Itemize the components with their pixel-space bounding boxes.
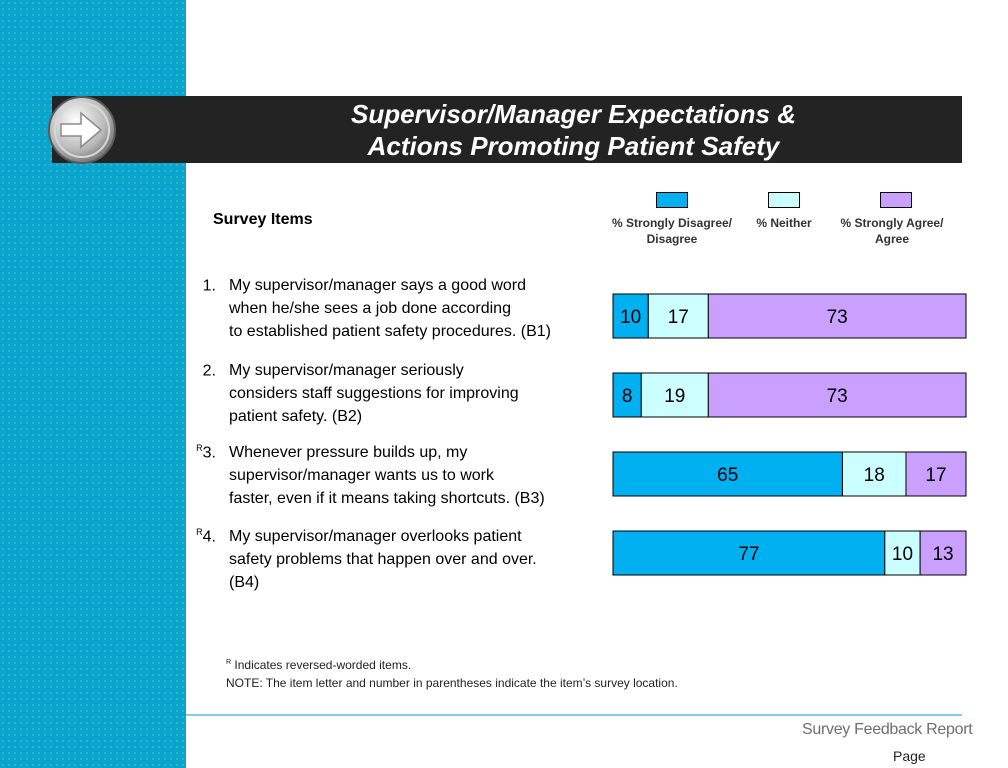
data-label-item-4-series-1: 77 — [738, 544, 760, 565]
data-label-item-3-series-1: 65 — [717, 465, 739, 486]
title-line-2: Actions Promoting Patient Safety — [367, 130, 780, 161]
item-number-2: 2. — [202, 362, 216, 380]
item-1-line-3: to established patient safety procedures. (B1) — [229, 323, 551, 340]
item-number-4: $^R$4. — [196, 527, 216, 546]
legend-label-neither: % Neither — [756, 216, 812, 230]
data-label-item-1-series-1: 10 — [620, 307, 642, 328]
legend-label-agree: % Strongly Agree/ Agree — [840, 216, 944, 246]
item-1-line-2: when he/she sees a job done according — [229, 300, 511, 317]
item-number-3: $^R$3. — [196, 443, 216, 462]
data-label-item-2-series-2: 19 — [664, 386, 686, 407]
item-2-line-2: considers staff suggestions for improving — [229, 385, 519, 402]
data-label-item-1-series-3: 73 — [826, 307, 848, 328]
footnote-reversed: $^R$ Indicates reversed-worded items. — [226, 658, 412, 672]
data-label-item-4-series-3: 13 — [932, 544, 954, 565]
item-number-1: 1. — [202, 277, 216, 295]
item-3-line-2: supervisor/manager wants us to work — [229, 467, 494, 484]
title-line-1: Supervisor/Manager Expectations & — [350, 98, 797, 129]
page-label: Page — [893, 748, 926, 764]
data-label-item-1-series-2: 17 — [667, 307, 689, 328]
item-3-line-1: Whenever pressure builds up, my — [229, 444, 468, 461]
footnote — [226, 654, 678, 692]
footer-brand: Survey Feedback Report — [802, 721, 973, 738]
footnote-note: NOTE: The item letter and number in parentheses indicate the item’s survey location. — [226, 676, 678, 690]
legend-label-disagree: % Strongly Disagree/ Disagree — [611, 216, 733, 246]
item-4-line-2: safety problems that happen over and over. — [229, 551, 537, 568]
data-label-item-2-series-3: 73 — [826, 386, 848, 407]
footer-divider — [186, 714, 962, 716]
item-1-line-1: My supervisor/manager says a good word — [229, 277, 527, 294]
data-label-item-4-series-2: 10 — [891, 544, 914, 565]
item-2-line-1: My supervisor/manager seriously — [229, 362, 464, 379]
item-2-line-3: patient safety. (B2) — [229, 408, 363, 425]
item-4-line-1: My supervisor/manager overlooks patient — [229, 528, 522, 545]
data-label-item-3-series-2: 18 — [863, 465, 885, 486]
item-3-line-3: faster, even if it means taking shortcuts. (B3) — [229, 490, 545, 507]
item-4-line-3: (B4) — [229, 574, 260, 591]
survey-items-heading: Survey Items — [213, 211, 313, 228]
data-label-item-3-series-3: 17 — [925, 465, 947, 486]
data-label-item-2-series-1: 8 — [621, 386, 633, 407]
